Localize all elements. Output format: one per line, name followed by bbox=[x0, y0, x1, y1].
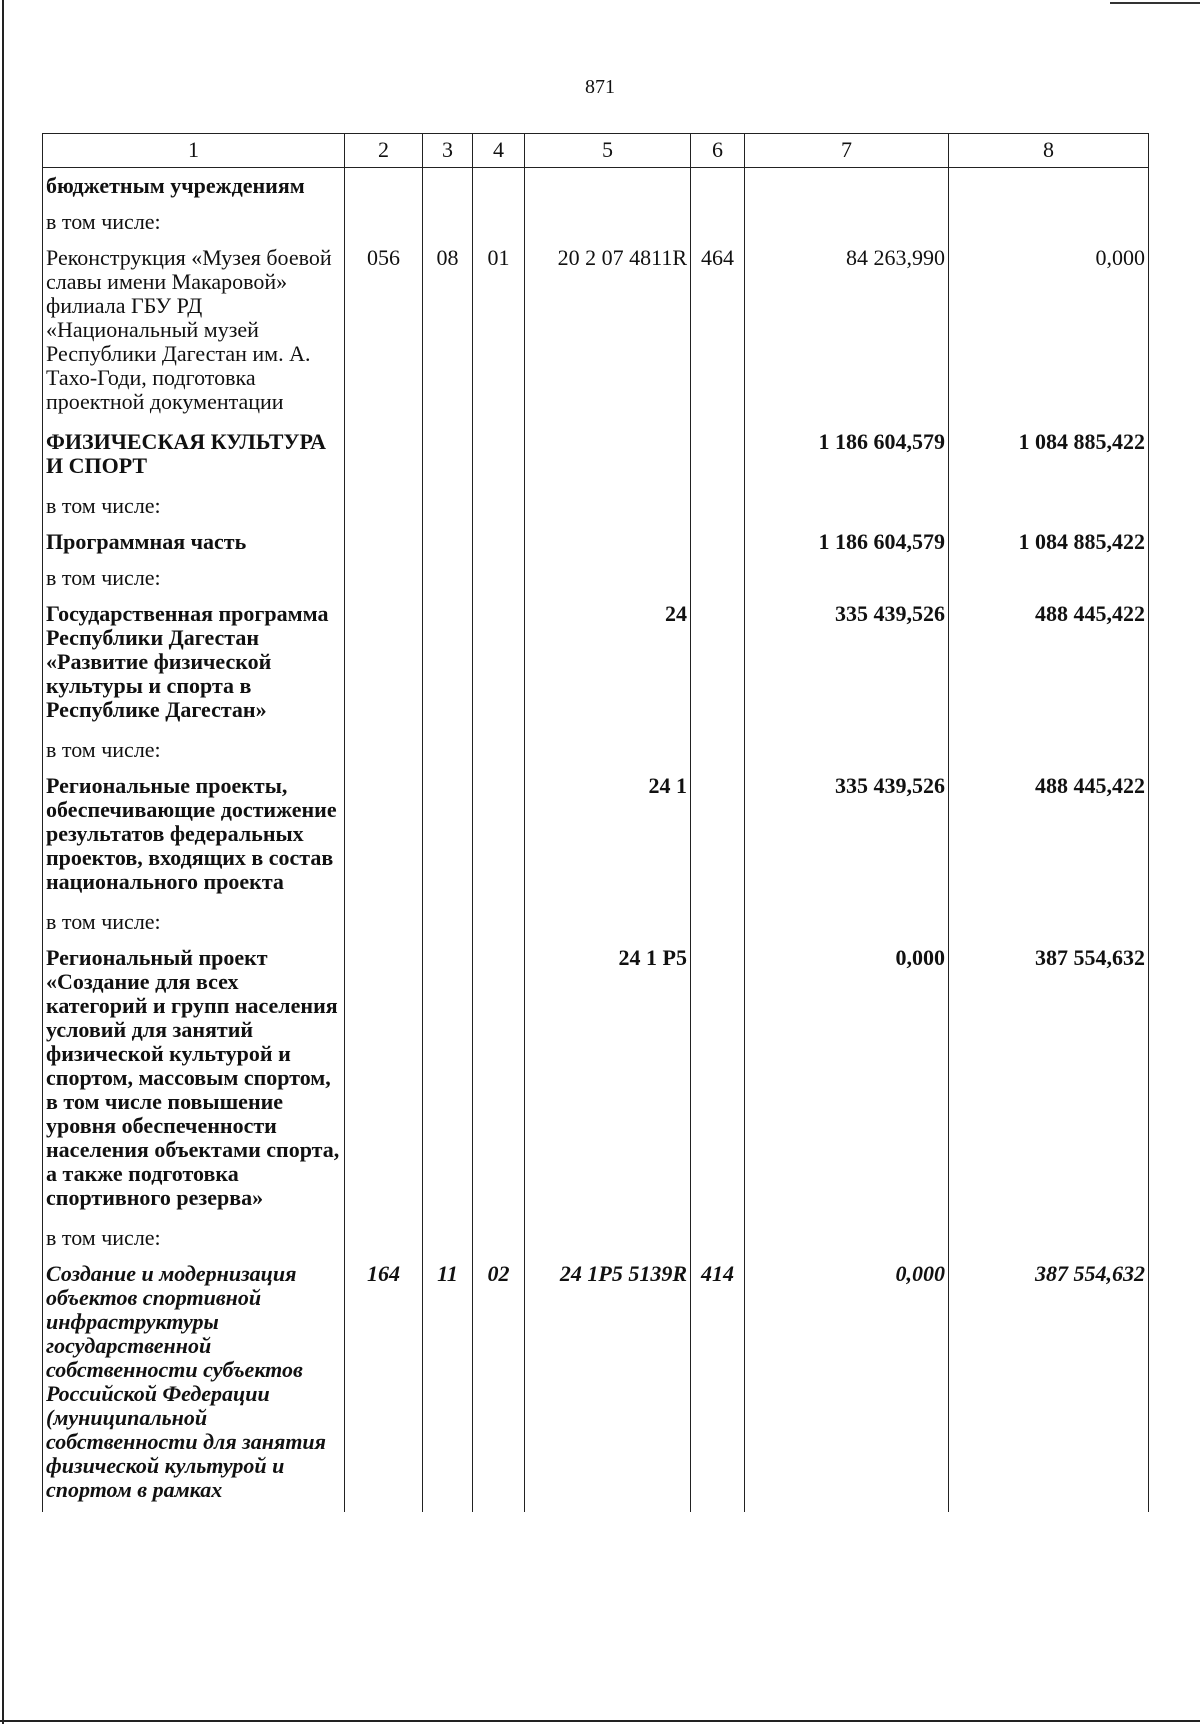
cell-expense-type bbox=[691, 566, 745, 602]
table-row bbox=[43, 530, 1149, 566]
cell-expense-type bbox=[691, 494, 745, 530]
table-row bbox=[43, 910, 1149, 946]
row-name: Государственная программа Республики Дагестан «Развитие физической культуры и спорта в Республике Дагестан» bbox=[43, 602, 345, 738]
table-row bbox=[43, 1226, 1149, 1262]
cell-amount-1: 0,000 bbox=[745, 1262, 949, 1512]
cell-target-article: 24 1 bbox=[525, 774, 691, 910]
cell-subsection: 02 bbox=[473, 1262, 525, 1512]
cell-admin-code bbox=[345, 946, 423, 1226]
cell-subsection bbox=[473, 738, 525, 774]
cell-admin-code bbox=[345, 494, 423, 530]
row-name: Региональные проекты, обеспечивающие достижение результатов федеральных проектов, входящих в состав национального проекта bbox=[43, 774, 345, 910]
table-row bbox=[43, 774, 1149, 910]
column-header: 6 bbox=[691, 134, 745, 168]
budget-table bbox=[42, 133, 1149, 1512]
cell-amount-1 bbox=[745, 1226, 949, 1262]
cell-target-article bbox=[525, 530, 691, 566]
cell-section bbox=[423, 602, 473, 738]
cell-subsection bbox=[473, 530, 525, 566]
row-name: в том числе: bbox=[43, 566, 345, 602]
cell-section bbox=[423, 738, 473, 774]
cell-admin-code bbox=[345, 210, 423, 246]
cell-subsection bbox=[473, 430, 525, 494]
cell-subsection bbox=[473, 946, 525, 1226]
cell-amount-2 bbox=[949, 738, 1149, 774]
cell-amount-2 bbox=[949, 566, 1149, 602]
cell-section bbox=[423, 910, 473, 946]
cell-expense-type: 414 bbox=[691, 1262, 745, 1512]
page-left-edge bbox=[2, 0, 4, 1724]
cell-amount-2: 387 554,632 bbox=[949, 1262, 1149, 1512]
table-row bbox=[43, 1262, 1149, 1512]
row-name: в том числе: bbox=[43, 910, 345, 946]
cell-amount-1 bbox=[745, 566, 949, 602]
cell-target-article: 24 1 P5 bbox=[525, 946, 691, 1226]
cell-subsection bbox=[473, 168, 525, 211]
page-number: 871 bbox=[585, 76, 615, 98]
cell-amount-1 bbox=[745, 494, 949, 530]
cell-section: 11 bbox=[423, 1262, 473, 1512]
cell-section bbox=[423, 168, 473, 211]
table-row bbox=[43, 168, 1149, 211]
cell-admin-code bbox=[345, 566, 423, 602]
row-name: ФИЗИЧЕСКАЯ КУЛЬТУРА И СПОРТ bbox=[43, 430, 345, 494]
cell-expense-type bbox=[691, 1226, 745, 1262]
cell-amount-1: 335 439,526 bbox=[745, 774, 949, 910]
cell-amount-2: 387 554,632 bbox=[949, 946, 1149, 1226]
table-row bbox=[43, 946, 1149, 1226]
page-bottom-edge bbox=[0, 1720, 1200, 1722]
cell-admin-code bbox=[345, 910, 423, 946]
cell-amount-2 bbox=[949, 494, 1149, 530]
cell-subsection bbox=[473, 494, 525, 530]
cell-target-article bbox=[525, 738, 691, 774]
cell-amount-2 bbox=[949, 210, 1149, 246]
column-header: 5 bbox=[525, 134, 691, 168]
cell-admin-code: 164 bbox=[345, 1262, 423, 1512]
table-row bbox=[43, 430, 1149, 494]
cell-target-article bbox=[525, 168, 691, 211]
table-row bbox=[43, 738, 1149, 774]
cell-subsection bbox=[473, 566, 525, 602]
cell-admin-code bbox=[345, 530, 423, 566]
cell-admin-code bbox=[345, 168, 423, 211]
table-row bbox=[43, 566, 1149, 602]
cell-expense-type bbox=[691, 168, 745, 211]
cell-section bbox=[423, 494, 473, 530]
cell-expense-type bbox=[691, 910, 745, 946]
cell-admin-code bbox=[345, 738, 423, 774]
row-name: бюджетным учреждениям bbox=[43, 168, 345, 211]
table-row bbox=[43, 602, 1149, 738]
column-header: 7 bbox=[745, 134, 949, 168]
cell-target-article bbox=[525, 430, 691, 494]
cell-admin-code bbox=[345, 602, 423, 738]
cell-amount-1 bbox=[745, 210, 949, 246]
cell-amount-2: 0,000 bbox=[949, 246, 1149, 430]
column-header: 8 bbox=[949, 134, 1149, 168]
column-header: 1 bbox=[43, 134, 345, 168]
cell-target-article: 24 1P5 5139R bbox=[525, 1262, 691, 1512]
cell-subsection bbox=[473, 910, 525, 946]
row-name: в том числе: bbox=[43, 738, 345, 774]
cell-target-article bbox=[525, 910, 691, 946]
cell-amount-1: 84 263,990 bbox=[745, 246, 949, 430]
table-row bbox=[43, 494, 1149, 530]
table-header-row bbox=[43, 134, 1149, 168]
cell-amount-1 bbox=[745, 910, 949, 946]
cell-amount-2: 488 445,422 bbox=[949, 774, 1149, 910]
cell-target-article bbox=[525, 566, 691, 602]
cell-admin-code bbox=[345, 774, 423, 910]
cell-section bbox=[423, 210, 473, 246]
row-name: в том числе: bbox=[43, 1226, 345, 1262]
cell-target-article: 24 bbox=[525, 602, 691, 738]
column-header: 2 bbox=[345, 134, 423, 168]
cell-expense-type bbox=[691, 738, 745, 774]
cell-amount-2: 488 445,422 bbox=[949, 602, 1149, 738]
cell-admin-code: 056 bbox=[345, 246, 423, 430]
row-name: в том числе: bbox=[43, 210, 345, 246]
cell-amount-2: 1 084 885,422 bbox=[949, 430, 1149, 494]
row-name: Программная часть bbox=[43, 530, 345, 566]
cell-section bbox=[423, 566, 473, 602]
cell-section bbox=[423, 430, 473, 494]
column-header: 4 bbox=[473, 134, 525, 168]
cell-expense-type bbox=[691, 602, 745, 738]
cell-target-article bbox=[525, 494, 691, 530]
cell-subsection: 01 bbox=[473, 246, 525, 430]
cell-expense-type bbox=[691, 210, 745, 246]
cell-subsection bbox=[473, 602, 525, 738]
cell-expense-type bbox=[691, 774, 745, 910]
cell-amount-2 bbox=[949, 1226, 1149, 1262]
cell-subsection bbox=[473, 210, 525, 246]
cell-expense-type bbox=[691, 530, 745, 566]
table-row bbox=[43, 246, 1149, 430]
cell-amount-1: 1 186 604,579 bbox=[745, 430, 949, 494]
cell-admin-code bbox=[345, 430, 423, 494]
cell-section bbox=[423, 1226, 473, 1262]
cell-amount-1: 335 439,526 bbox=[745, 602, 949, 738]
cell-amount-1 bbox=[745, 738, 949, 774]
column-header: 3 bbox=[423, 134, 473, 168]
cell-expense-type: 464 bbox=[691, 246, 745, 430]
cell-amount-2 bbox=[949, 910, 1149, 946]
cell-target-article bbox=[525, 210, 691, 246]
row-name: Реконструкция «Музея боевой славы имени Макаровой» филиала ГБУ РД «Национальный музей Республики Дагестан им. А. Тахо-Годи, подготовка проектной документации bbox=[43, 246, 345, 430]
cell-admin-code bbox=[345, 1226, 423, 1262]
cell-amount-1 bbox=[745, 168, 949, 211]
cell-amount-1: 0,000 bbox=[745, 946, 949, 1226]
cell-amount-2 bbox=[949, 168, 1149, 211]
cell-target-article bbox=[525, 1226, 691, 1262]
cell-subsection bbox=[473, 774, 525, 910]
cell-subsection bbox=[473, 1226, 525, 1262]
cell-amount-2: 1 084 885,422 bbox=[949, 530, 1149, 566]
cell-target-article: 20 2 07 4811R bbox=[525, 246, 691, 430]
cell-section bbox=[423, 530, 473, 566]
cell-expense-type bbox=[691, 430, 745, 494]
cell-section: 08 bbox=[423, 246, 473, 430]
cell-section bbox=[423, 774, 473, 910]
cell-section bbox=[423, 946, 473, 1226]
row-name: в том числе: bbox=[43, 494, 345, 530]
cell-expense-type bbox=[691, 946, 745, 1226]
cell-amount-1: 1 186 604,579 bbox=[745, 530, 949, 566]
row-name: Создание и модернизация объектов спортивной инфраструктуры государственной собственности субъектов Российской Федерации (муниципальной собственности для занятия физической культурой и спортом в рамках bbox=[43, 1262, 345, 1512]
table-row bbox=[43, 210, 1149, 246]
row-name: Региональный проект «Создание для всех категорий и групп населения условий для занятий физической культурой и спортом, массовым спортом, в том числе повышение уровня обеспеченности населения объектами спорта, а также подготовка спортивного резерва» bbox=[43, 946, 345, 1226]
page-top-mark bbox=[1110, 2, 1200, 4]
